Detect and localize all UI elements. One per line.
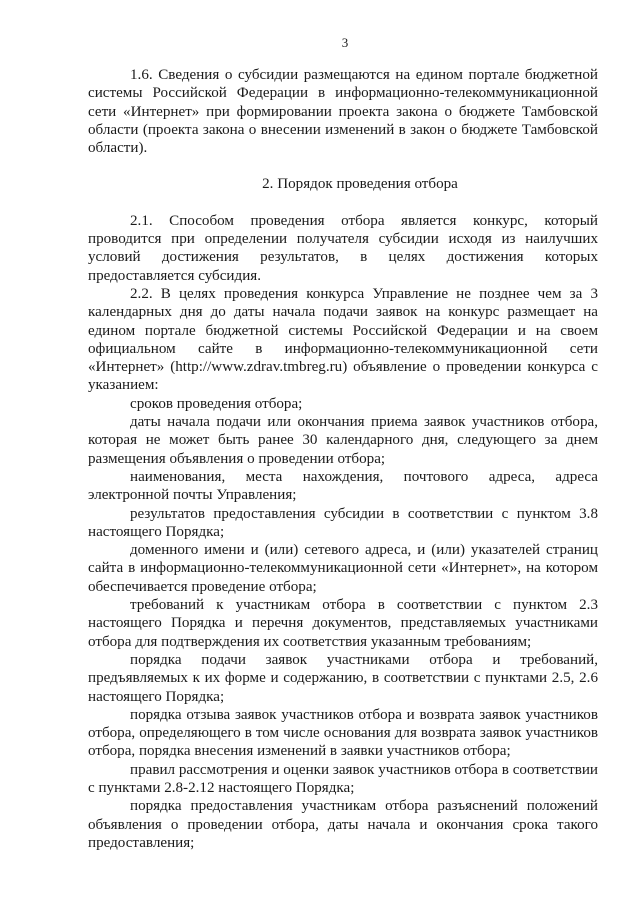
- list-item: порядка предоставления участникам отбора разъяснений положений объявления о проведении отбора, даты начала и окончания срока такого предоставления;: [88, 798, 598, 851]
- paragraph-2-2: 2.2. В целях проведения конкурса Управление не позднее чем за 3 календарных дня до даты начала подачи заявок на конкурс размещает на едином портале бюджетной системы Российской Федерации и на своем официальном сайте в информационно-телекоммуникационной сети «Интернет» (http://www.zdrav.tmbreg.ru) объявление о проведении конкурса с указанием:: [88, 285, 598, 394]
- paragraph-2-1: 2.1. Способом проведения отбора является конкурс, который проводится при определении получателя субсидии исходя из наилучших условий достижения результатов, в целях достижения которых предоставляется субсидия.: [88, 212, 598, 284]
- list-item: сроков проведения отбора;: [130, 395, 303, 412]
- list-item: наименования, места нахождения, почтового адреса, адреса электронной почты Управления;: [88, 468, 598, 504]
- list-item: порядка отзыва заявок участников отбора и возврата заявок участников отбора, определяющего в том числе основания для возврата заявок участников отбора, порядка внесения изменений в заявки участников отбора;: [88, 706, 598, 760]
- list-item: порядка подачи заявок участниками отбора и требований, предъявляемых к их форме и содержанию, в соответствии с пунктами 2.5, 2.6 настоящего Порядка;: [88, 651, 598, 705]
- list-item: правил рассмотрения и оценки заявок участников отбора в соответствии с пунктами 2.8-2.12 настоящего Порядка;: [88, 761, 598, 796]
- list-item: даты начала подачи или окончания приема заявок участников отбора, которая не может быть ранее 30 календарного дня, следующего за днем размещения объявления о проведении отбора;: [88, 414, 598, 467]
- list-item: требований к участникам отбора в соответствии с пунктом 2.3 настоящего Порядка и перечня документов, представляемых участниками отбора для подтверждения их соответствия указанным требованиям;: [88, 597, 598, 650]
- list-item: доменного имени и (или) сетевого адреса, и (или) указателей страниц сайта в информационно-телекоммуникационной сети «Интернет», на котором обеспечивается проведение отбора;: [88, 542, 598, 595]
- list-item: результатов предоставления субсидии в соответствии с пунктом 3.8 настоящего Порядка;: [88, 505, 598, 540]
- paragraph-1-6: 1.6. Сведения о субсидии размещаются на едином портале бюджетной системы Российской Федерации в информационно-телекоммуникационной сети «Интернет» при формировании проекта закона о бюджете Тамбовской области (проекта закона о внесении изменений в закон о бюджете Тамбовской области).: [88, 67, 598, 157]
- section-heading: 2. Порядок проведения отбора: [262, 176, 458, 193]
- page-number: 3: [341, 35, 349, 50]
- document-body: [88, 66, 598, 852]
